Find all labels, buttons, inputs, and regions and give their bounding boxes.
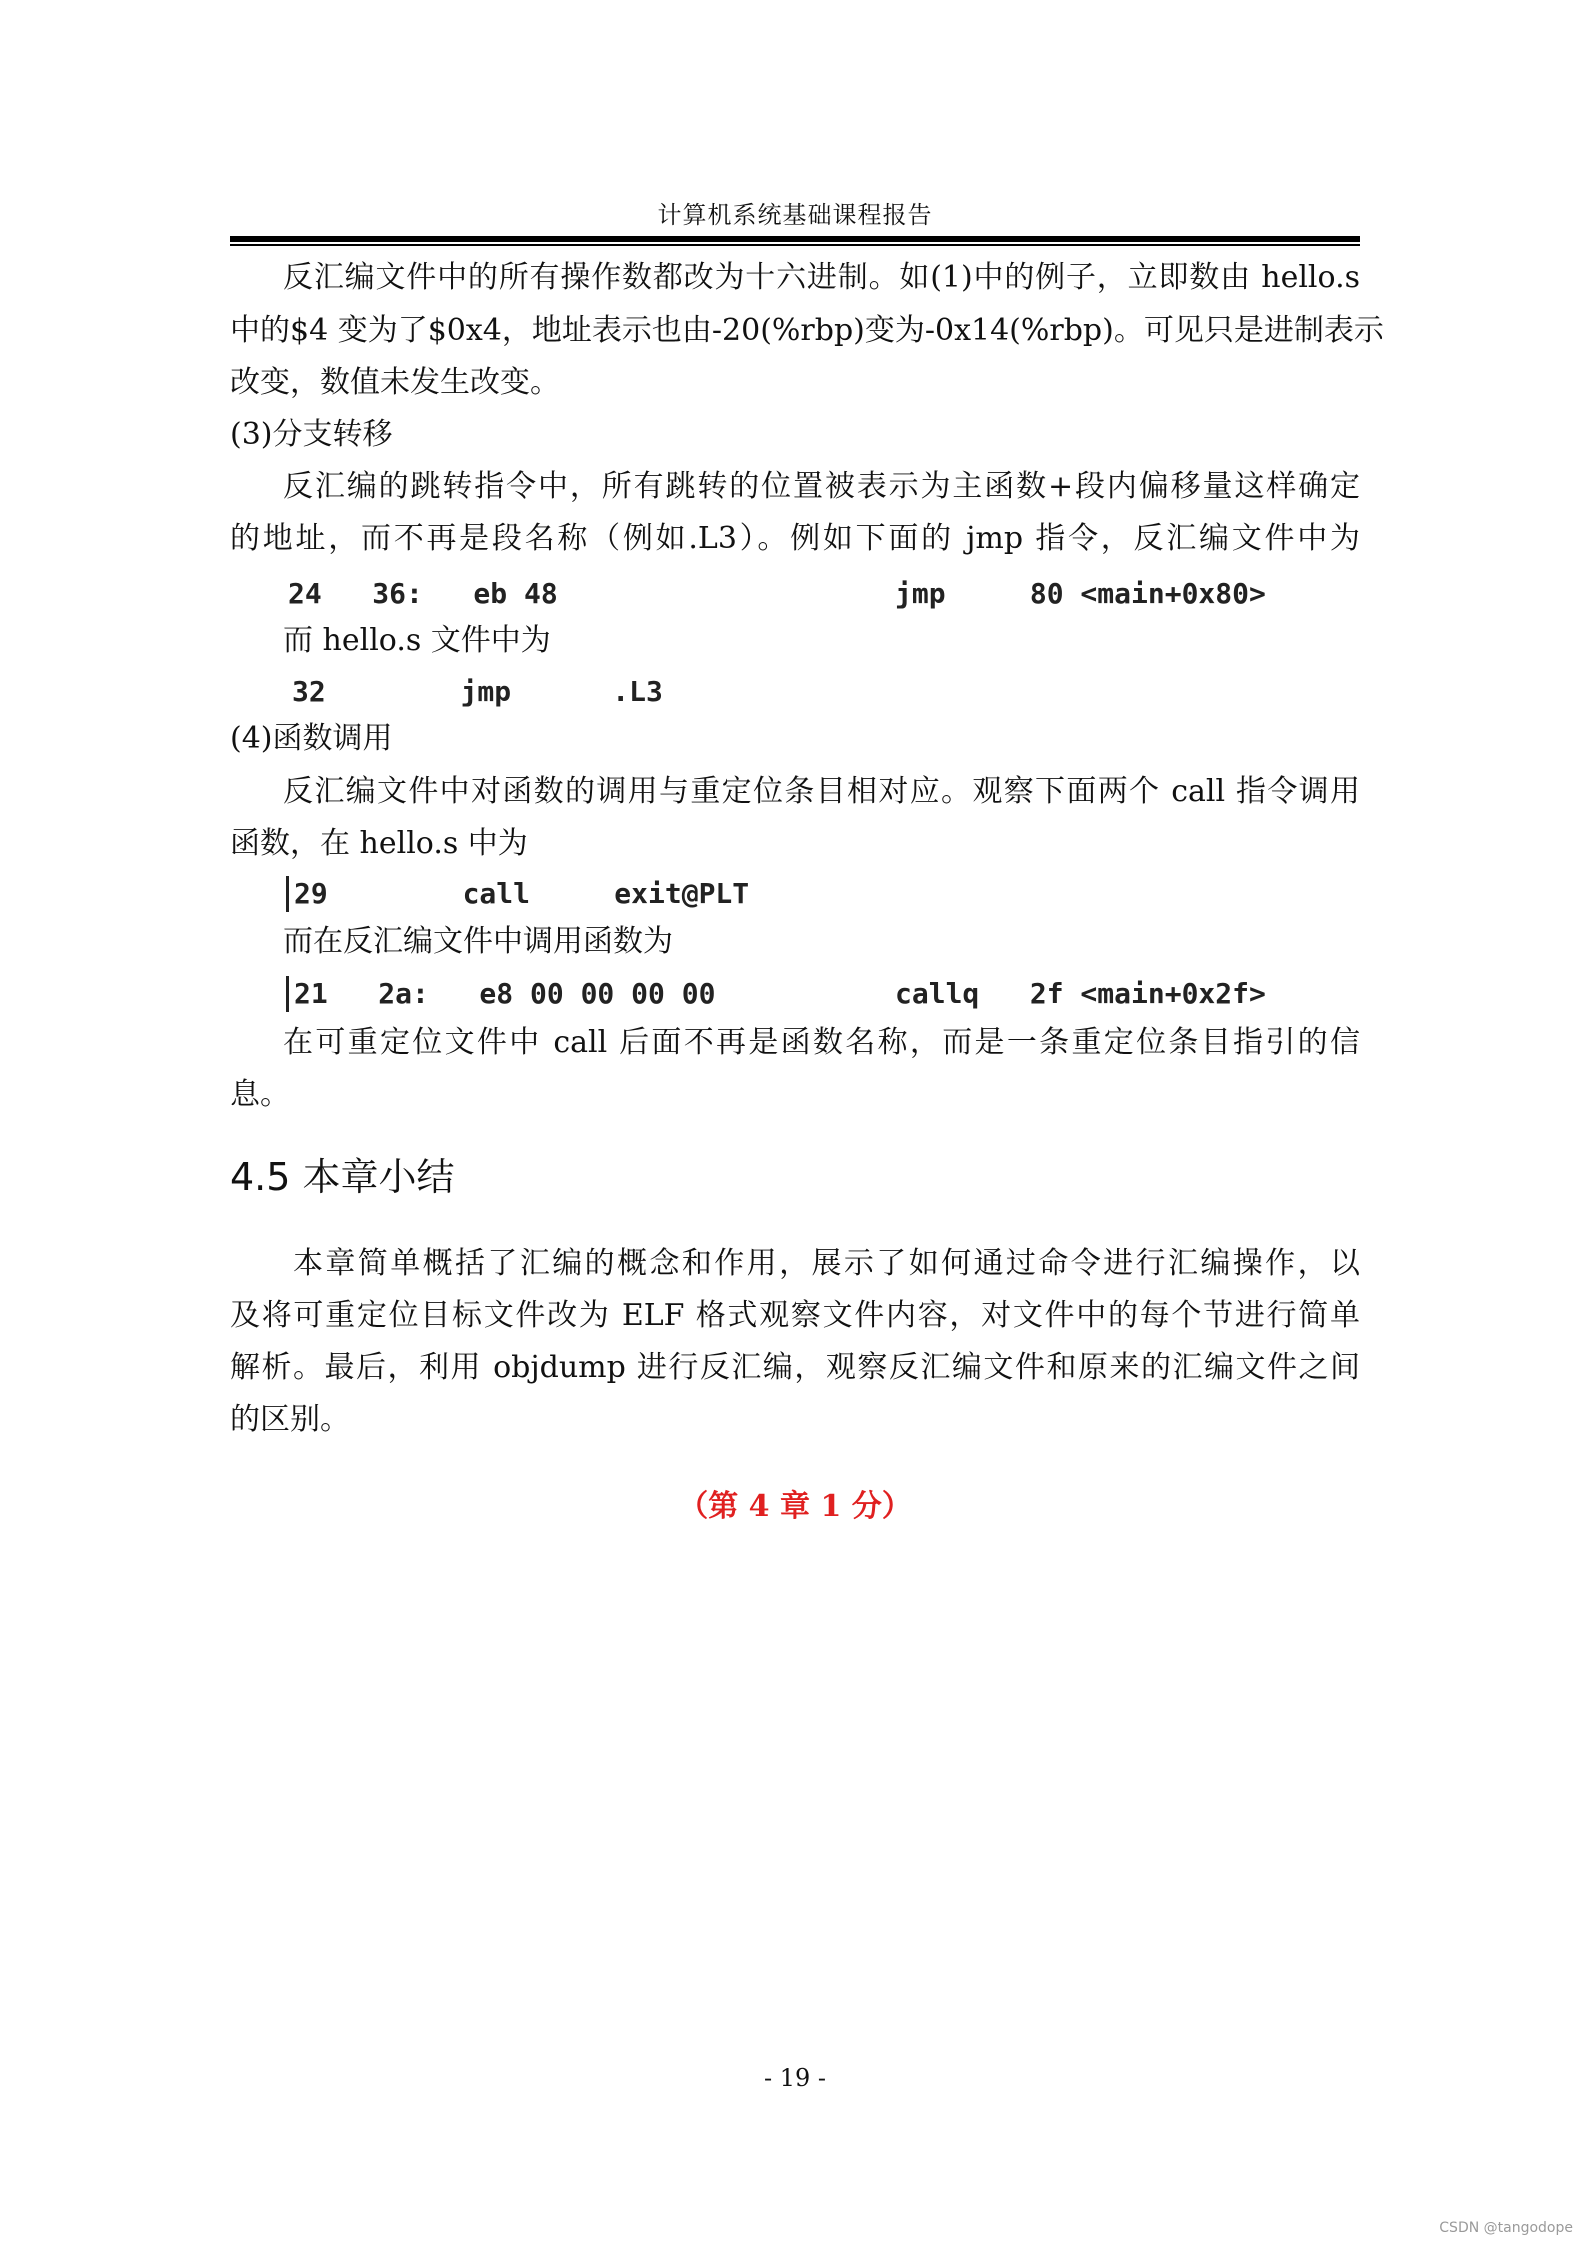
watermark: CSDN @tangodope: [1439, 2220, 1573, 2236]
para3-line-2: 函数，在 hello.s 中为: [230, 826, 528, 861]
text-hello-s: 而 hello.s 文件中为: [283, 623, 551, 658]
code4-left: 21 2a: e8 00 00 00 00: [294, 977, 716, 1010]
para1-line-1: 反汇编文件中的所有操作数都改为十六进制。如(1)中的例子，立即数由 hello.s: [283, 260, 1360, 295]
page-header-title: 计算机系统基础课程报告: [657, 201, 933, 229]
para1-line-2: 中的$4 变为了$0x4，地址表示也由-20(%rbp)变为-0x14(%rbp)。可见只是进制表示: [230, 313, 1384, 348]
code1-left: 24 36: eb 48: [288, 577, 558, 610]
code2: 32 jmp .L3: [292, 675, 663, 708]
para4-line-1: 在可重定位文件中 call 后面不再是函数名称，而是一条重定位条目指引的信: [283, 1025, 1360, 1060]
para1-line-3: 改变，数值未发生改变。: [230, 365, 560, 400]
code3: 29 call exit@PLT: [294, 877, 750, 910]
item3-heading: (3)分支转移: [230, 417, 393, 452]
section-heading: 4.5 本章小结: [230, 1155, 455, 1199]
code3-bar: [286, 876, 289, 912]
summary-line-2: 及将可重定位目标文件改为 ELF 格式观察文件内容，对文件中的每个节进行简单: [230, 1298, 1360, 1333]
page-number: - 19 -: [763, 2064, 826, 2092]
para4-line-2: 息。: [230, 1077, 290, 1112]
score-note: （第 4 章 1 分）: [678, 1489, 912, 1524]
code1-right: jmp 80 <main+0x80>: [895, 577, 1266, 610]
summary-line-1: 本章简单概括了汇编的概念和作用，展示了如何通过命令进行汇编操作，以: [293, 1246, 1360, 1281]
summary-line-3: 解析。最后，利用 objdump 进行反汇编，观察反汇编文件和原来的汇编文件之间: [230, 1350, 1360, 1385]
header-rule-thick: [230, 236, 1360, 242]
text-disasm: 而在反汇编文件中调用函数为: [283, 924, 673, 959]
summary-line-4: 的区别。: [230, 1402, 350, 1437]
item4-heading: (4)函数调用: [230, 721, 393, 756]
para3-line-1: 反汇编文件中对函数的调用与重定位条目相对应。观察下面两个 call 指令调用: [283, 774, 1360, 809]
code4-right: callq 2f <main+0x2f>: [895, 977, 1266, 1010]
para2-line-1: 反汇编的跳转指令中，所有跳转的位置被表示为主函数+段内偏移量这样确定: [283, 469, 1360, 504]
para2-line-2: 的地址，而不再是段名称（例如.L3）。例如下面的 jmp 指令，反汇编文件中为: [230, 521, 1360, 556]
code4-bar: [286, 976, 289, 1012]
header-rule-thin: [230, 244, 1360, 246]
